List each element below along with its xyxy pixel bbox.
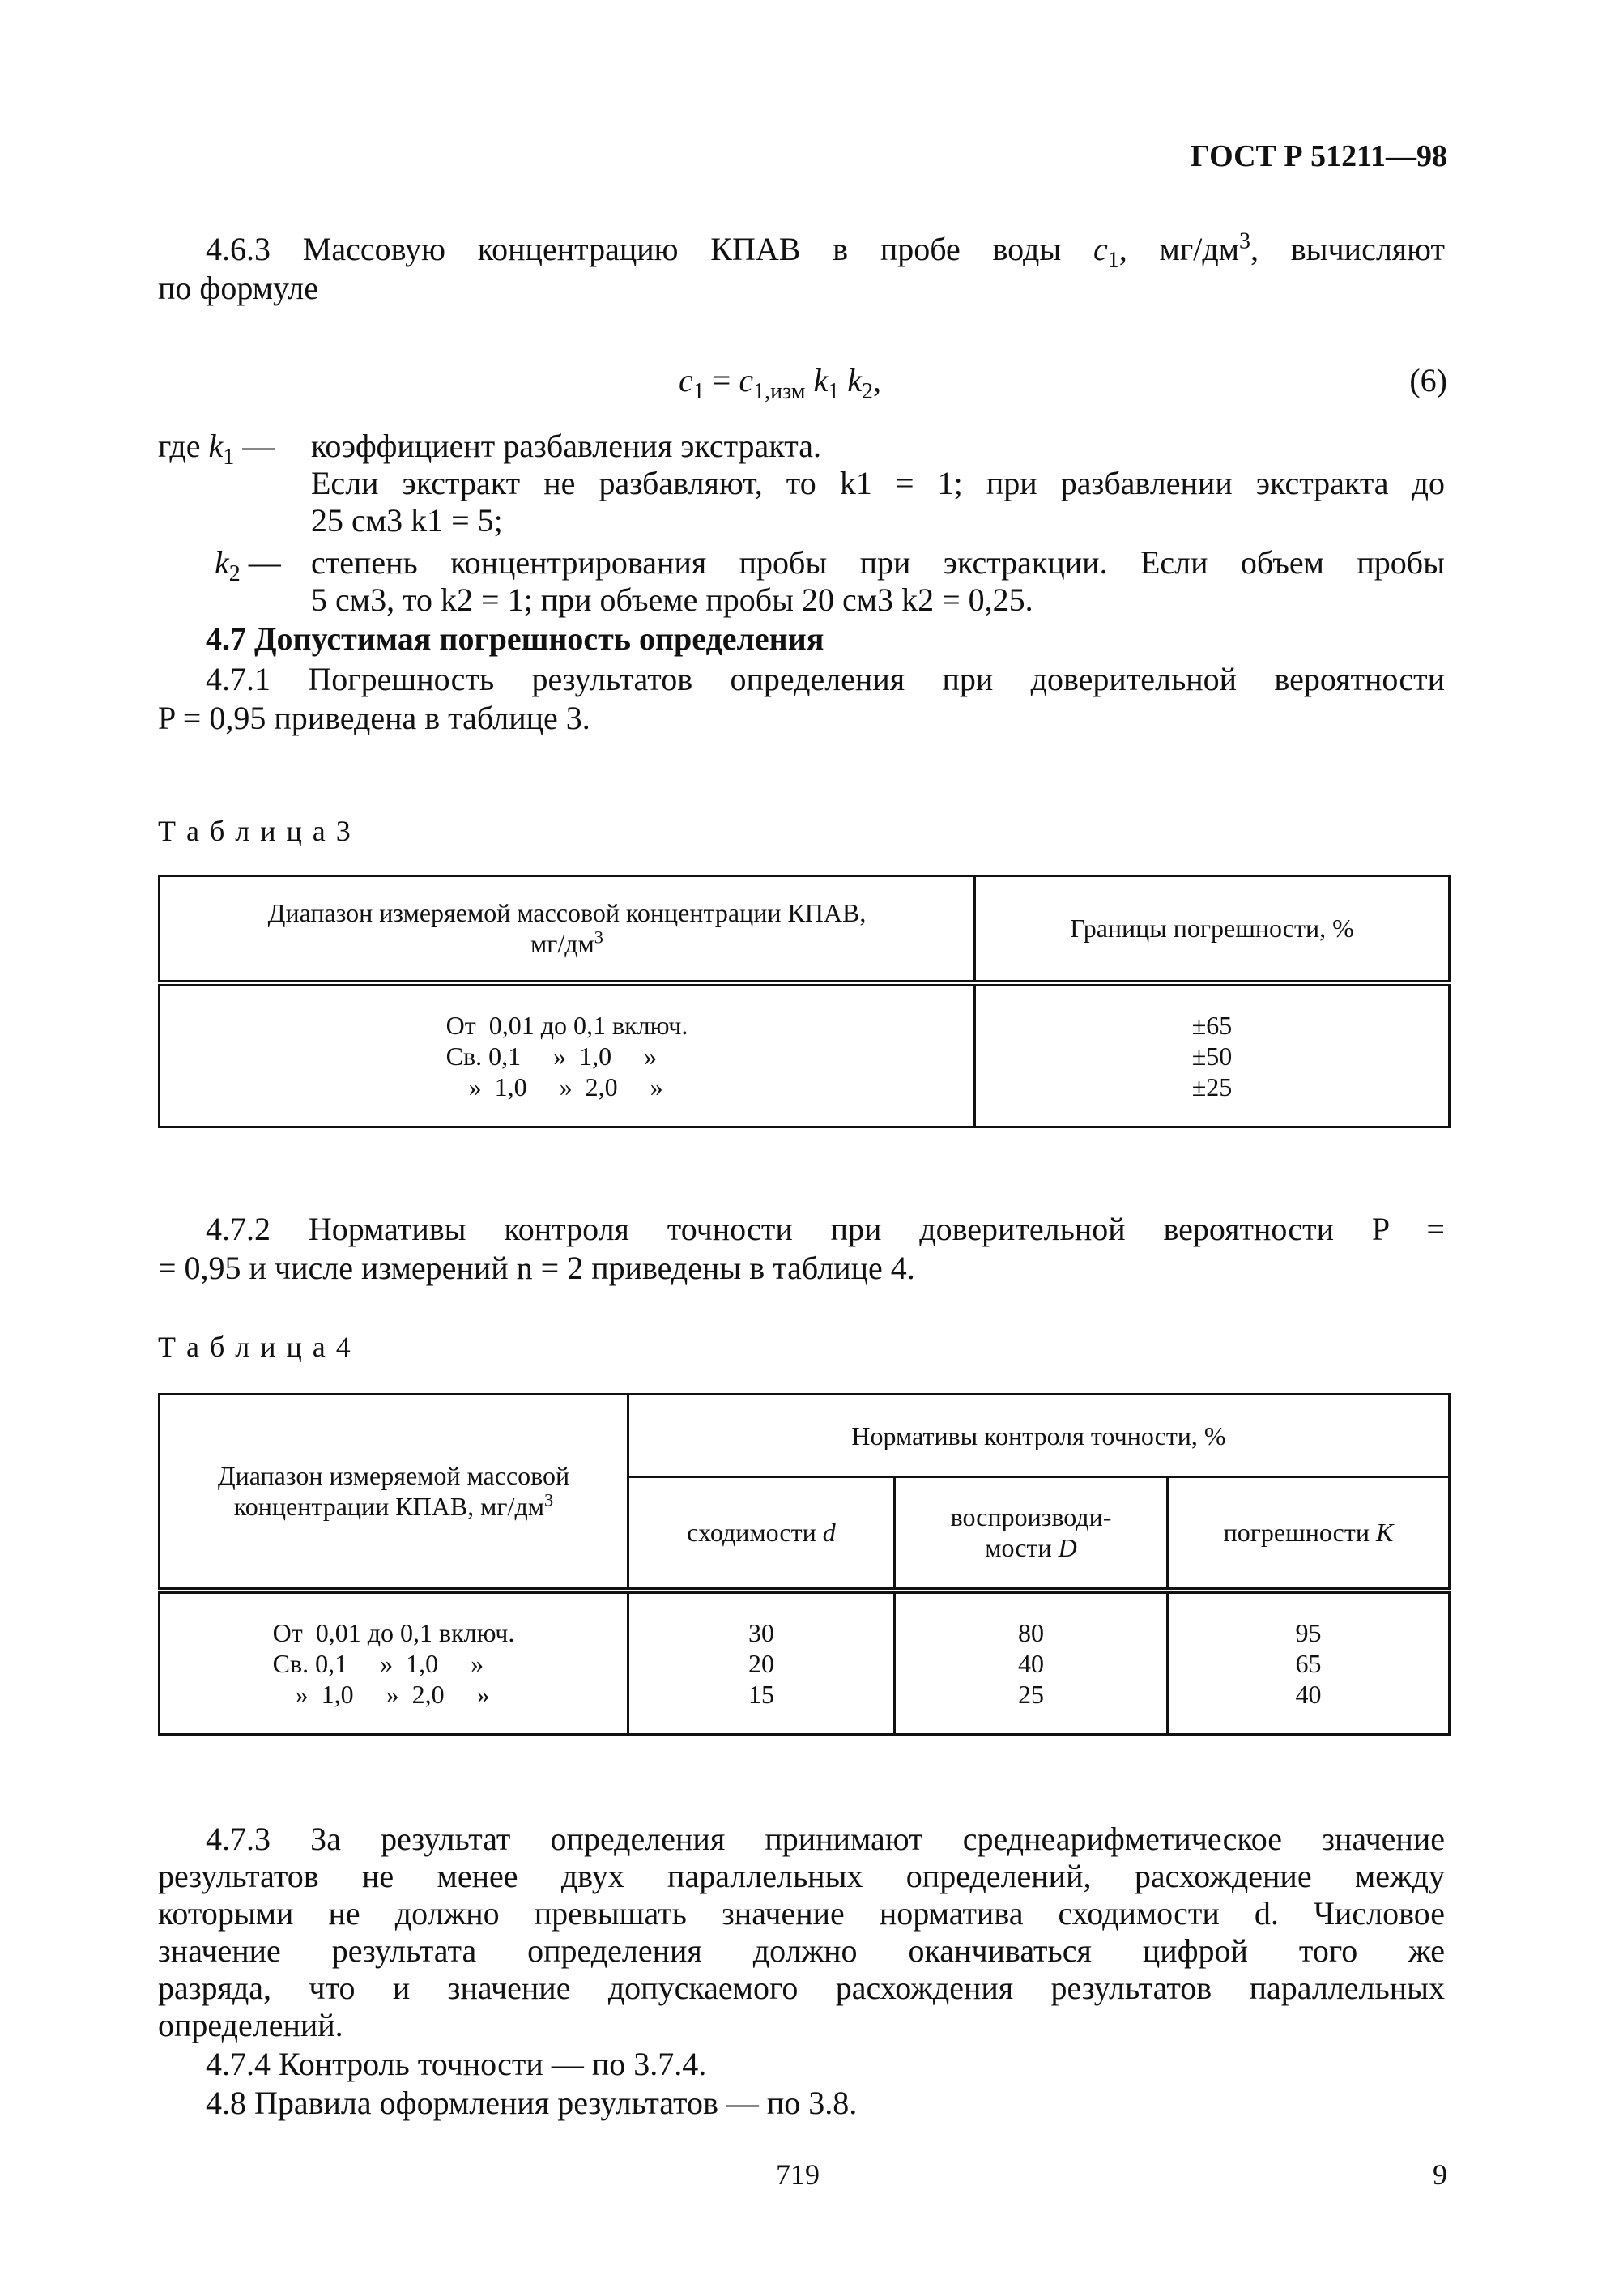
table4-header-D	[895, 1477, 1168, 1591]
formula-eq: =	[704, 362, 739, 398]
var-c: c	[1093, 231, 1108, 267]
table3-header-range	[160, 876, 975, 983]
table-4	[158, 1393, 1451, 1736]
where-k2-line1: степень концентрирования пробы при экстракции. Если объем пробы	[311, 544, 1445, 581]
paragraph-4-7-4: 4.7.4 Контроль точности — по 3.7.4.	[206, 2046, 707, 2082]
header-text: воспроизводи-	[950, 1502, 1112, 1532]
where-k1-term	[158, 428, 275, 470]
formula-sub: 1	[828, 379, 840, 404]
var-d: d	[822, 1518, 836, 1548]
table-cell: 40	[1295, 1679, 1322, 1709]
where-prefix: где	[158, 428, 201, 464]
header-text: Диапазон измеряемой массовой концентрации КПАВ,	[267, 898, 867, 928]
section-heading-4-7: 4.7 Допустимая погрешность определения	[206, 620, 824, 657]
table3-range-cell	[160, 983, 975, 1127]
superscript: 3	[543, 1489, 554, 1510]
table4-K-cell	[1168, 1591, 1450, 1735]
table4-caption: Т а б л и ц а 4	[158, 1331, 352, 1363]
dash: —	[242, 428, 275, 464]
table-row: От 0,01 до 0,1 включ.	[445, 1010, 688, 1040]
paragraph-4-7-3-line4: значение результата определения должно оканчиваться цифрой того же	[158, 1932, 1445, 1969]
where-k2-line2: 5 см3, то k2 = 1; при объеме пробы 20 см3 k2 = 0,25.	[311, 581, 1033, 618]
table4-D-cell	[895, 1591, 1168, 1735]
subscript: 2	[228, 561, 241, 586]
paragraph-4-7-1-line1: 4.7.1 Погрешность результатов определения при доверительной вероятности	[206, 661, 1445, 697]
footer-page-number-right: 9	[1433, 2158, 1447, 2191]
header-text: концентрации КПАВ, мг/дм	[233, 1492, 544, 1522]
table-cell: 65	[1295, 1648, 1322, 1678]
table-cell: 25	[1018, 1679, 1044, 1709]
table-cell: 30	[748, 1617, 774, 1647]
paragraph-4-7-2-line1: 4.7.2 Нормативы контроля точности при доверительной вероятности P =	[206, 1211, 1445, 1247]
footer-page-number-center: 719	[776, 2158, 820, 2191]
table3-bounds-cell	[975, 983, 1450, 1127]
paragraph-4-7-2-line2: = 0,95 и числе измерений n = 2 приведены в таблице 4.	[158, 1250, 915, 1286]
paragraph-4-7-3-line5: разряда, что и значение допускаемого расхождения результатов параллельных	[158, 1970, 1445, 2006]
superscript: 3	[1239, 228, 1251, 254]
table-row: Св. 0,1 » 1,0 »	[272, 1648, 484, 1678]
table-cell: ±50	[1191, 1041, 1233, 1071]
formula-number: (6)	[1409, 362, 1447, 398]
table-cell: 95	[1295, 1617, 1322, 1647]
header-unit: мг/дм	[530, 929, 594, 959]
header-text: Диапазон измеряемой массовой	[217, 1461, 570, 1491]
paragraph-4-7-3-line1: 4.7.3 За результат определения принимают среднеарифметическое значение	[206, 1821, 1445, 1857]
paragraph-4-6-3-line1	[206, 228, 1446, 273]
where-k2-term	[215, 544, 281, 586]
formula-sub: 1	[692, 379, 705, 404]
paragraph-4-7-3-line3: которыми не должно превышать значение норматива сходимости d. Числовое	[158, 1895, 1445, 1932]
table-row: » 1,0 » 2,0 »	[295, 1679, 490, 1709]
table-row: От 0,01 до 0,1 включ.	[272, 1617, 515, 1647]
header-text: сходимости	[687, 1518, 816, 1548]
where-k1-line2: Если экстракт не разбавляют, то k1 = 1; при разбавлении экстракта до	[311, 465, 1445, 501]
table4-d-cell	[628, 1591, 895, 1735]
var-K: K	[1375, 1518, 1394, 1548]
table-row: » 1,0 » 2,0 »	[468, 1071, 663, 1101]
paragraph-4-7-1-line2: P = 0,95 приведена в таблице 3.	[158, 700, 590, 736]
paragraph-4-6-3-line2: по формуле	[158, 270, 318, 306]
table-cell: 20	[748, 1648, 774, 1678]
section-number: 4.6.3	[206, 231, 271, 267]
formula-sub: 2	[862, 379, 873, 404]
var-D: D	[1058, 1533, 1077, 1563]
table4-range-cell	[160, 1591, 628, 1735]
formula-k2: k	[847, 362, 862, 398]
where-k1-line3: 25 см3 k1 = 5;	[311, 502, 503, 539]
table-row: Св. 0,1 » 1,0 »	[445, 1041, 658, 1071]
subscript: 1	[1107, 248, 1119, 273]
formula-6	[679, 362, 881, 404]
table-3	[158, 875, 1451, 1128]
document-code: ГОСТ Р 51211—98	[1190, 139, 1447, 173]
table4-header-d	[628, 1477, 895, 1591]
table4-group-header: Нормативы контроля точности, %	[628, 1395, 1450, 1477]
where-k1-line1: коэффициент разбавления экстракта.	[311, 428, 821, 464]
formula-lhs: c	[679, 362, 693, 398]
formula-k1: k	[813, 362, 829, 398]
table3-caption: Т а б л и ц а 3	[158, 815, 352, 847]
header-text: погрешности	[1223, 1518, 1370, 1548]
table3-header-bounds: Границы погрешности, %	[975, 876, 1450, 983]
table-cell: 40	[1018, 1648, 1044, 1678]
table-cell: 80	[1018, 1617, 1044, 1647]
k2-var: k	[215, 544, 229, 581]
formula-sub: 1,изм	[753, 379, 806, 404]
text-tail: , вычисляют	[1250, 231, 1446, 267]
unit: , мг/дм	[1118, 231, 1240, 267]
table4-header-K	[1168, 1477, 1450, 1591]
table4-header-range	[160, 1395, 628, 1591]
header-text: мости	[985, 1533, 1052, 1563]
k1-var: k	[208, 428, 224, 464]
paragraph-4-8: 4.8 Правила оформления результатов — по 3.8.	[206, 2085, 858, 2121]
table-cell: ±25	[1191, 1071, 1233, 1101]
table-cell: 15	[748, 1679, 774, 1709]
subscript: 1	[223, 445, 235, 470]
text: Массовую концентрацию КПАВ в пробе воды	[302, 231, 1062, 267]
formula-end: ,	[873, 362, 881, 398]
superscript: 3	[594, 926, 603, 948]
dash: —	[248, 544, 281, 581]
paragraph-4-7-3-line2: результатов не менее двух параллельных определений, расхождение между	[158, 1858, 1445, 1894]
formula-c: c	[739, 362, 754, 398]
table-cell: ±65	[1191, 1010, 1233, 1040]
paragraph-4-7-3-line6: определений.	[158, 2007, 343, 2043]
